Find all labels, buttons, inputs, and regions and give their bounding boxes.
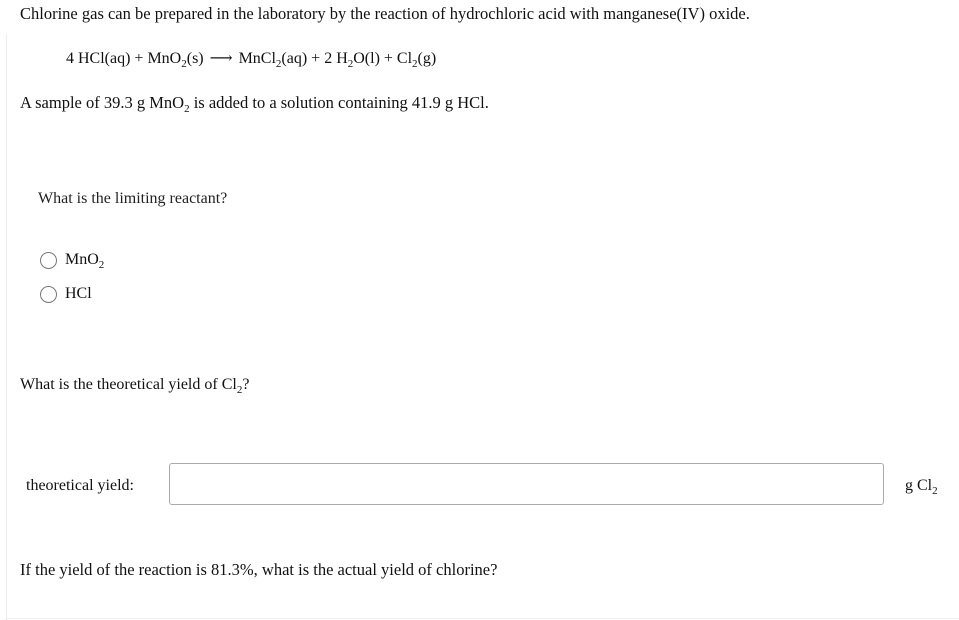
sample-text: A sample of 39.3 g MnO$_2$ is added to a solution containing 41.9 g HCl.	[20, 93, 489, 115]
question-theoretical-yield: What is the theoretical yield of $Cl_2$?	[20, 376, 250, 396]
option-hcl-label: HCl	[65, 285, 92, 302]
content-bottom-border	[6, 618, 959, 619]
radio-hcl[interactable]	[40, 286, 57, 303]
option-mno2-label: MnO$_2$	[65, 251, 105, 271]
question-limiting-reactant: What is the limiting reactant?	[38, 190, 228, 207]
chemical-equation: 4 HCl(aq) + MnO$_2$(s) ⟶ MnCl$_2$(aq) + 2 $H_2O(l) + Cl_2(g)$	[66, 50, 437, 70]
theoretical-yield-unit: g $Cl_2$	[905, 477, 938, 497]
question-actual-yield: If the yield of the reaction is 81.3%, what is the actual yield of chlorine?	[20, 560, 498, 579]
content-left-border	[6, 34, 7, 620]
theoretical-yield-input[interactable]	[169, 463, 884, 505]
option-mno2[interactable]	[40, 251, 104, 269]
radio-mno2[interactable]	[40, 252, 57, 269]
reaction-arrow-icon: ⟶	[209, 50, 233, 67]
option-hcl[interactable]	[40, 285, 92, 303]
theoretical-yield-label: theoretical yield:	[26, 477, 134, 494]
intro-text: Chlorine gas can be prepared in the laboratory by the reaction of hydrochloric acid with manganese(IV) oxide.	[20, 4, 750, 23]
